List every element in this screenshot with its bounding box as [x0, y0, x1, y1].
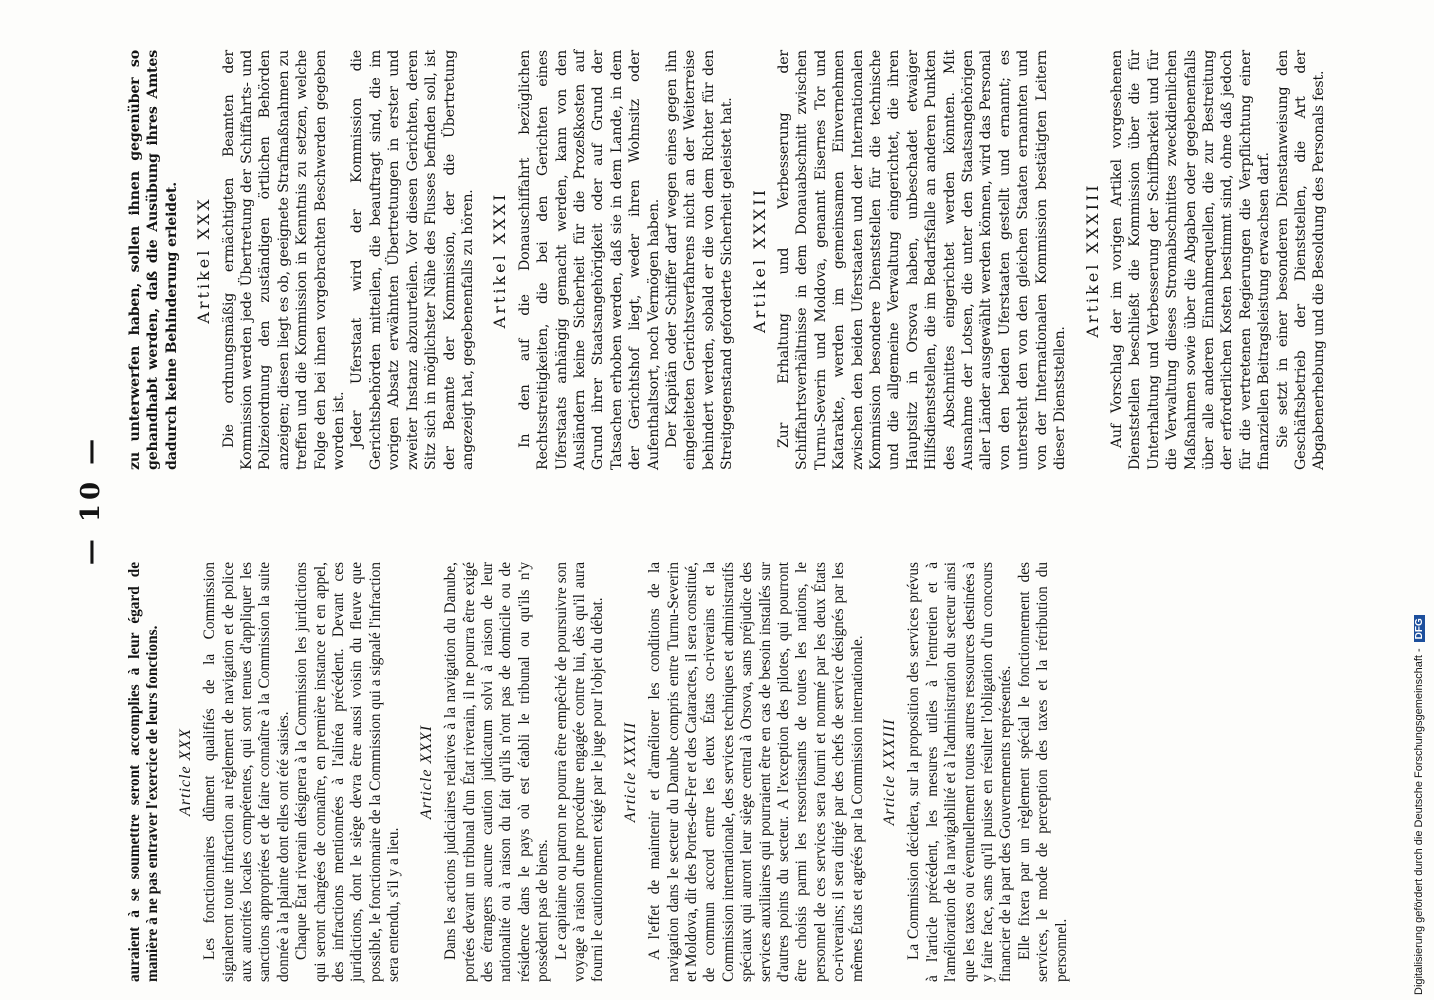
- german-article-30-paragraph: Jeder Uferstaat wird der Kommission die Gerichtsbehörden mitteilen, die beauftragt sind, die im vorigen Absatz erwähnten Übertretungen in erster und zweiter Instanz abzuurteilen. Vor diesen Gerichten, deren Sitz sich in möglichster Nähe des Flusses befinden soll, ist der Beamte der Kommission, der die Übertretung angezeigt hat, gegebenenfalls zu hören.: [349, 50, 476, 470]
- french-article-31-paragraph: Le capitaine ou patron ne pourra être empêché de poursuivre son voyage à raison d'une procédure engagée contre lui, dès qu'il aura fourni le cautionnement exigé par le juge pour l'objet du débat.: [552, 562, 607, 982]
- rotated-sheet: [70, 10, 1380, 990]
- french-article-30-heading: Article XXX: [176, 728, 194, 816]
- german-article-31-paragraph: In den auf die Donauschiffahrt bezüglichen Rechtsstreitigkeiten, die bei den Gerichten eines Uferstaats anhängig gemacht werden, kann von den Ausländern keine Sicherheit für die Prozeßkosten auf Grund ihrer Staatsangehörigkeit oder auf Grund der Tatsachen erhoben werden, daß sie in dem Lande, in dem der Gerichtshof liegt, weder ihren Wohnsitz oder Aufenthaltsort, noch Vermögen haben.: [516, 50, 662, 470]
- german-article-32-paragraph: Zur Erhaltung und Verbesserung der Schiffahrtsverhältnisse in dem Donauabschnitt zwischen Turnu-Severin und Moldova, genannt Eisernes Tor und Katarakte, werden im gemeinsamen Einvernehmen zwischen den beiden Uferstaaten und der Internationalen Kommission besondere Dienststellen für die technische und die allgemeine Verwaltung eingerichtet, die ihren Hauptsitz in Orsova haben, unbeschadet etwaiger Hilfsdienststellen, die im Bedarfsfalle an anderen Punkten des Abschnittes eingerichtet werden könnten. Mit Ausnahme der Lotsen, die unter den Staatsangehörigen aller Länder ausgewählt werden können, wird das Personal von den beiden Uferstaaten gestellt und ernannt; es untersteht den von den gleichen Staaten ernannten und von der Internationalen Kommission bestätigten Leitern dieser Dienststellen.: [776, 50, 1069, 470]
- french-article-33-paragraph: Elle fixera par un règlement spécial le fonctionnement des services, le mode de perception des taxes et la rétribution du personnel.: [1015, 562, 1070, 982]
- german-article-33-paragraph: Auf Vorschlag der im vorigen Artikel vorgesehenen Dienststellen beschließt die Kommission über die für Unterhaltung und Verbesserung der Schiffbarkeit und für die Verwaltung dieses Stromabschnittes zweckdienlichen Maßnahmen sowie über die Abgaben oder gegebenenfalls über alle anderen Einnahmequellen, die zur Bestreitung der erforderlichen Kosten bestimmt sind, ohne daß jedoch für die vertretenen Regierungen die Verpflichtung einer finanziellen Beitragsleistung erwachsen darf.: [1108, 50, 1273, 470]
- page-number: — 10 —: [76, 434, 106, 566]
- digitization-credit: [1413, 0, 1425, 995]
- french-article-33-heading: Article XXXIII: [881, 718, 899, 826]
- german-article-33-paragraph: Sie setzt in einer besonderen Dienstanweisung den Geschäftsbetrieb der Dienststellen, die Art der Abgabenerhebung und die Besoldung des Personals fest.: [1274, 50, 1328, 470]
- french-column: [126, 562, 1071, 982]
- french-article-30-paragraph: Chaque État riverain désignera à la Commission les juridictions qui seront chargées de connaître, en première instance et en appel, des infractions mentionnées à l'alinéa précédent. Devant ces juridictions, dont le siège devra être aussi voisin du fleuve que possible, le fonctionnaire de la Commission qui a signalé l'infraction sera entendu, s'il y a lieu.: [293, 562, 403, 982]
- credit-text: Digitalisierung gefördert durch die Deutsche Forschungsgemeinschaft -: [1413, 648, 1425, 995]
- french-article-30-paragraph: Les fonctionnaires dûment qualifiés de la Commission signaleront toute infraction au règlement de navigation et de police aux autorités locales compétentes, qui sont tenues d'appliquer les sanctions appropriées et de faire connaître à la Commission la suite donnée à la plainte dont elles ont été saisies.: [201, 562, 292, 982]
- german-article-30-paragraph: Die ordnungsmäßig ermächtigten Beamten der Kommission werden jede Übertretung der Schiffahrts- und Polizeiordnung den zuständigen örtlichen Behörden anzeigen; diesen liegt es ob, geeignete Strafmaßnahmen zu treffen und die Kommission in Kenntnis zu setzen, welche Folge den bei ihnen vorgebrachten Beschwerden gegeben worden ist.: [220, 50, 348, 470]
- german-continuation: zu unterwerfen haben, sollen ihnen gegenüber so gehandhabt werden, daß die Ausübung ihres Amtes dadurch keine Behinderung erleidet.: [127, 50, 180, 470]
- french-article-32-paragraph: A l'effet de maintenir et d'améliorer les conditions de la navigation dans le secteur du Danube compris entre Turnu-Severin et Moldova, dit des Portes-de-Fer et des Cataractes, il sera constitué, de commun accord entre les deux États co-riverains et la Commission internationale, des services techniques et administratifs spéciaux qui auront leur siège central à Orsova, sans préjudice des services auxiliaires qui pourraient être en cas de besoin installés sur d'autres points du secteur. A l'exception des pilotes, qui pourront être choisis parmi les ressortissants de toutes les nations, le personnel de ces services sera fourni et nommé par les deux États co-riverains; il sera dirigé par des chefs de service désignés par les mêmes États et agréés par la Commission internationale.: [646, 562, 866, 982]
- dfg-logo: DFG: [1414, 615, 1425, 642]
- german-article-30-heading: Artikel XXX: [194, 196, 214, 324]
- french-article-31-paragraph: Dans les actions judiciaires relatives à la navigation du Danube, portées devant un tribunal d'un État riverain, il ne pourra être exigé des étrangers aucune caution judicatum solvi à raison de leur nationalité ou à raison du fait qu'ils n'ont pas de domicile ou de résidence dans le pays où est établi le tribunal ou qu'ils n'y possèdent pas de biens.: [442, 562, 552, 982]
- german-article-33-heading: Artikel XXXIII: [1082, 182, 1102, 338]
- french-article-31-heading: Article XXXI: [417, 724, 435, 820]
- german-article-31-heading: Artikel XXXI: [490, 191, 510, 329]
- german-article-31-paragraph: Der Kapitän oder Schiffer darf wegen eines gegen ihn eingeleiteten Gerichtsverfahrens nicht an der Weiterreise behindert werden, sobald er die von dem Richter für den Streitgegenstand geforderte Sicherheit geleistet hat.: [663, 50, 736, 470]
- german-article-32-heading: Artikel XXXII: [749, 187, 769, 333]
- french-article-33-paragraph: La Commission décidera, sur la proposition des services prévus à l'article précédent, les mesures utiles à l'entretien et à l'amélioration de la navigabilité et à l'administration du secteur ainsi que les taxes ou éventuellement toutes autres ressources destinées à y faire face, sans qu'il puisse en résulter l'obligation d'un concours financier de la part des Gouvernements représentés.: [905, 562, 1015, 982]
- german-column: [126, 50, 1329, 470]
- french-article-32-heading: Article XXXII: [621, 721, 639, 823]
- french-continuation: auraient à se soumettre seront accomplies à leur égard de manière à ne pas entraver l'exercice de leurs fonctions.: [126, 562, 162, 982]
